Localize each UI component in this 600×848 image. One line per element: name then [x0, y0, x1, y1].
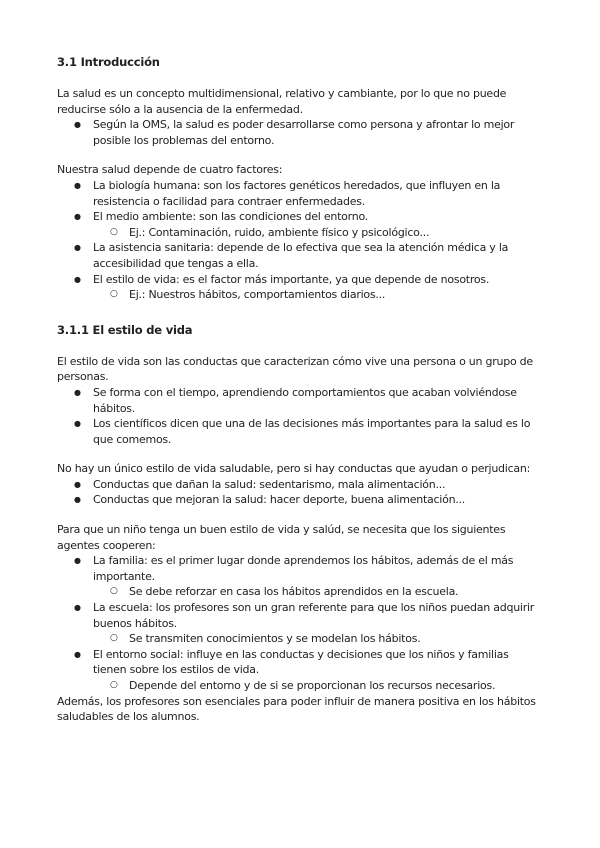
list-item-factor [57, 272, 545, 303]
list-item-text: El medio ambiente: son las condiciones del entorno. [93, 210, 368, 224]
paragraph-salud-concepto: La salud es un concepto multidimensional, relativo y cambiante, por lo que no puede reducirse sólo a la ausencia de la enfermedad. [57, 87, 507, 116]
list-item: ● Conductas que dañan la salud: sedentarismo, mala alimentación... [57, 477, 545, 493]
list-item-text: El entorno social: influye en las conductas y decisiones que los niños y familias tienen sobre los estilos de vida. [93, 647, 509, 677]
sub-list-item: ○ Depende del entorno y de si se proporcionan los recursos necesarios. [93, 678, 545, 694]
list-item: ● Conductas que mejoran la salud: hacer deporte, buena alimentación... [57, 492, 545, 508]
sub-list [93, 631, 545, 647]
sub-list-item: ○ Ej.: Contaminación, ruido, ambiente físico y psicológico... [93, 225, 545, 241]
sub-list [93, 584, 545, 600]
sub-list-item: ○ Se transmiten conocimientos y se modelan los hábitos. [93, 631, 545, 647]
paragraph-closing: Además, los profesores son esenciales para poder influir de manera positiva en los hábitos saludables de los alumnos. [57, 694, 536, 724]
section-heading-introduccion: 3.1 Introducción [57, 55, 160, 69]
sub-list-item: ○ Ej.: Nuestros hábitos, comportamientos diarios... [93, 287, 545, 303]
list-item-factor [57, 209, 545, 240]
list-item-text: El estilo de vida: es el factor más importante, ya que depende de nosotros. [93, 272, 490, 286]
list-item-factor [57, 178, 545, 209]
bullet-list-estilo [57, 385, 545, 447]
section-heading-estilo-de-vida: 3.1.1 El estilo de vida [57, 322, 193, 337]
bullet-list-oms [57, 117, 545, 148]
paragraph-conductas-intro: No hay un único estilo de vida saludable, pero si hay conductas que ayudan o perjudican: [57, 462, 531, 476]
bullet-list-conductas [57, 477, 545, 508]
paragraph-estilo-intro: El estilo de vida son las conductas que caracterizan cómo vive una persona o un grupo de personas. [57, 354, 533, 384]
bullet-list-agentes [57, 553, 545, 693]
paragraph-factores-intro: Nuestra salud depende de cuatro factores: [57, 163, 283, 177]
list-item: ● Se forma con el tiempo, aprendiendo comportamientos que acaban volviéndose hábitos. [57, 385, 545, 416]
list-item-agent [57, 647, 545, 694]
list-item-text: La asistencia sanitaria: depende de lo efectiva que sea la atención médica y la accesibilidad que tengas a ella. [93, 241, 509, 270]
list-item-text: La familia: es el primer lugar donde aprendemos los hábitos, además de el más importante. [93, 554, 514, 583]
list-item: ● Los científicos dicen que una de las decisiones más importantes para la salud es lo que comemos. [57, 416, 545, 447]
document-body [57, 54, 545, 725]
list-item-text: La biología humana: son los factores genéticos heredados, que influyen en la resistencia o facilidad para contraer enfermedades. [93, 178, 501, 208]
sub-list [93, 678, 545, 694]
list-item-factor [57, 240, 545, 271]
list-item-agent [57, 600, 545, 647]
sub-list [93, 225, 545, 241]
bullet-list-factores [57, 178, 545, 303]
list-item-text: La escuela: los profesores son un gran referente para que los niños puedan adquirir buenos hábitos. [93, 601, 535, 630]
list-item-oms: ● Según la OMS, la salud es poder desarrollarse como persona y afrontar lo mejor posible los problemas del entorno. [57, 117, 545, 148]
list-item-agent [57, 553, 545, 600]
paragraph-agentes-intro: Para que un niño tenga un buen estilo de vida y salúd, se necesita que los siguientes agentes cooperen: [57, 523, 506, 552]
sub-list-item: ○ Se debe reforzar en casa los hábitos aprendidos en la escuela. [93, 584, 545, 600]
sub-list [93, 287, 545, 303]
